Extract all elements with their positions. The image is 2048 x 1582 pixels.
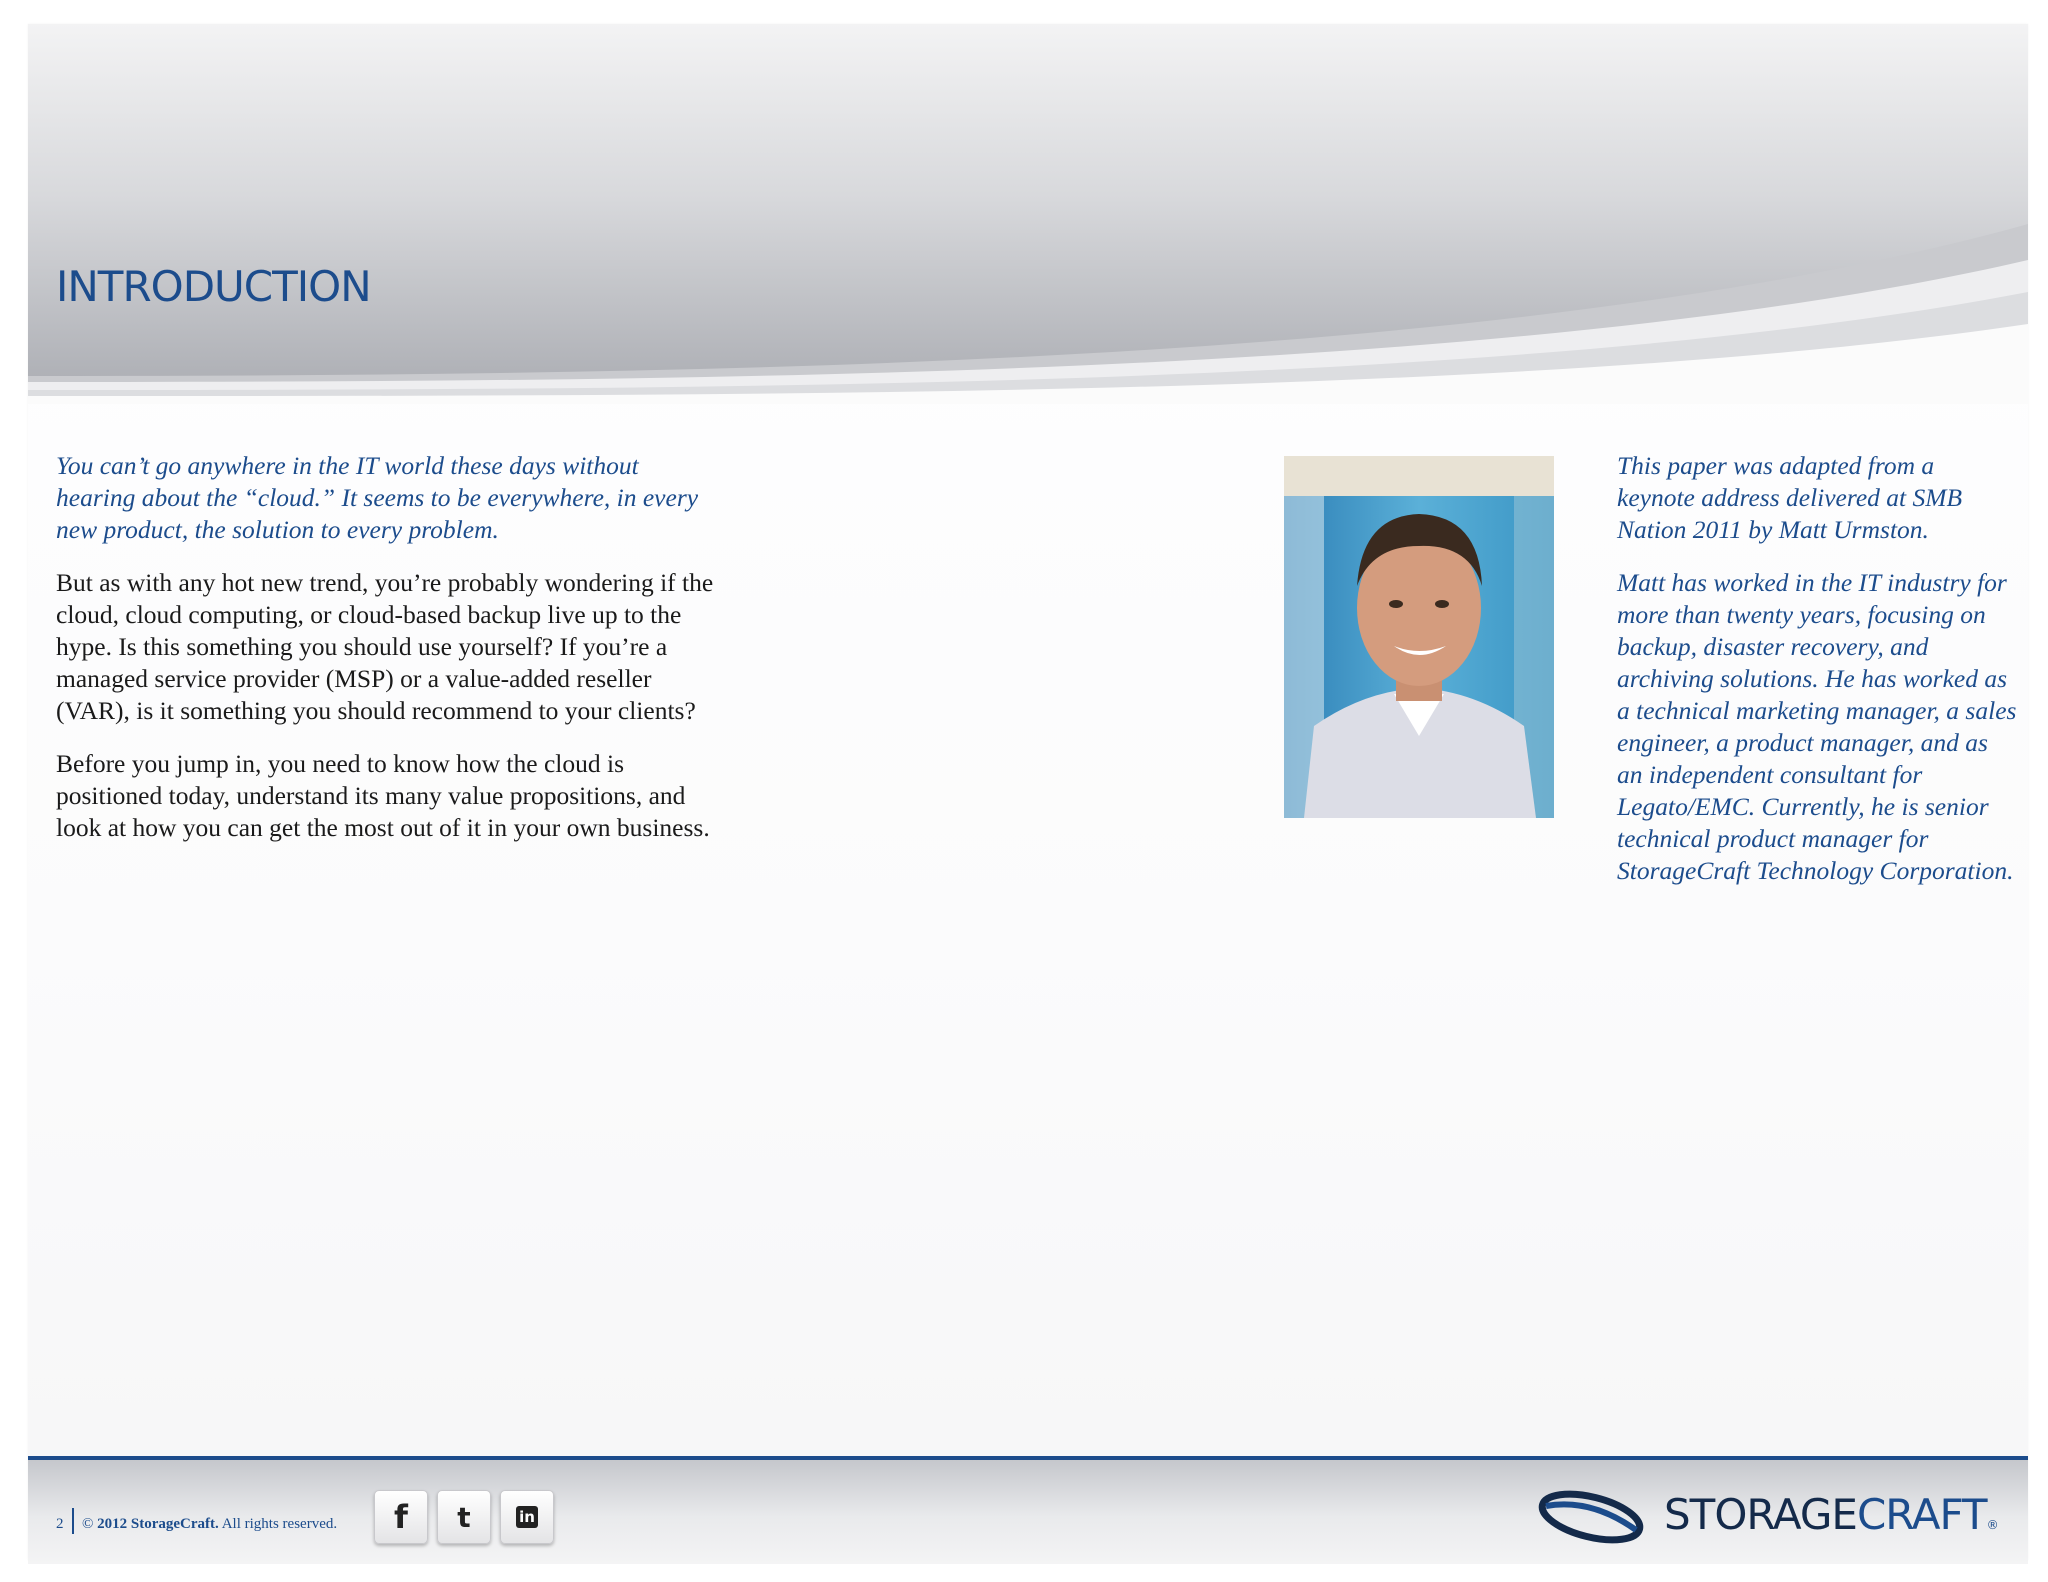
page-number: 2 xyxy=(56,1516,64,1532)
logo-craft: CRAFT xyxy=(1856,1490,1987,1539)
intro-paragraph: But as with any hot new trend, you’re probably wondering if the cloud, cloud computing, or cloud-based backup live up to the hype. Is this something you should use yourself? If you’re a managed service provider (MSP) or a value-added reseller (VAR), is it something you should recommend to your clients? xyxy=(56,568,714,725)
logo-wordmark xyxy=(1664,1490,1998,1539)
linkedin-button[interactable] xyxy=(500,1490,554,1544)
twitter-icon: t xyxy=(457,1500,471,1534)
page-footer xyxy=(28,1456,2028,1564)
twitter-button[interactable] xyxy=(437,1490,491,1544)
linkedin-icon: in xyxy=(516,1506,538,1528)
author-sidebar xyxy=(1617,450,2017,908)
author-photo xyxy=(1284,456,1554,818)
copyright-notice xyxy=(82,1516,337,1533)
copyright-symbol: © xyxy=(82,1516,94,1532)
facebook-icon: f xyxy=(394,1498,408,1536)
facebook-button[interactable] xyxy=(374,1490,428,1544)
storagecraft-swoosh-logo xyxy=(1536,1478,1646,1556)
copyright-brand: 2012 StorageCraft. xyxy=(97,1516,219,1532)
header-swoosh-graphic xyxy=(28,24,2028,404)
page-title: INTRODUCTION xyxy=(56,262,371,311)
intro-lead-paragraph: You can’t go anywhere in the IT world these days without hearing about the “cloud.” It seems to be everywhere, in every new product, the solution to every problem. xyxy=(56,451,699,544)
author-bio: Matt has worked in the IT industry for more than twenty years, focusing on backup, disaster recovery, and archiving solutions. He has worked as a technical marketing manager, a sales engineer, a product manager, and as an independent consultant for Legato/EMC. Currently, he is senior technical product manager for StorageCraft Technology Corporation. xyxy=(1617,568,2017,885)
page-header xyxy=(28,24,2028,404)
document-page xyxy=(28,24,2028,1560)
adaptation-note: This paper was adapted from a keynote address delivered at SMB Nation 2011 by Matt Urmston. xyxy=(1617,451,1963,544)
storagecraft-logo xyxy=(1536,1478,2006,1556)
logo-storage: STORAGE xyxy=(1664,1490,1857,1539)
logo-registered-mark: ® xyxy=(1986,1518,1998,1532)
intro-paragraph: Before you jump in, you need to know how the cloud is positioned today, understand its many value propositions, and look at how you can get the most out of it in your own business. xyxy=(56,749,710,842)
footer-divider xyxy=(72,1508,74,1534)
intro-body xyxy=(56,450,716,865)
copyright-text: All rights reserved. xyxy=(218,1516,338,1532)
